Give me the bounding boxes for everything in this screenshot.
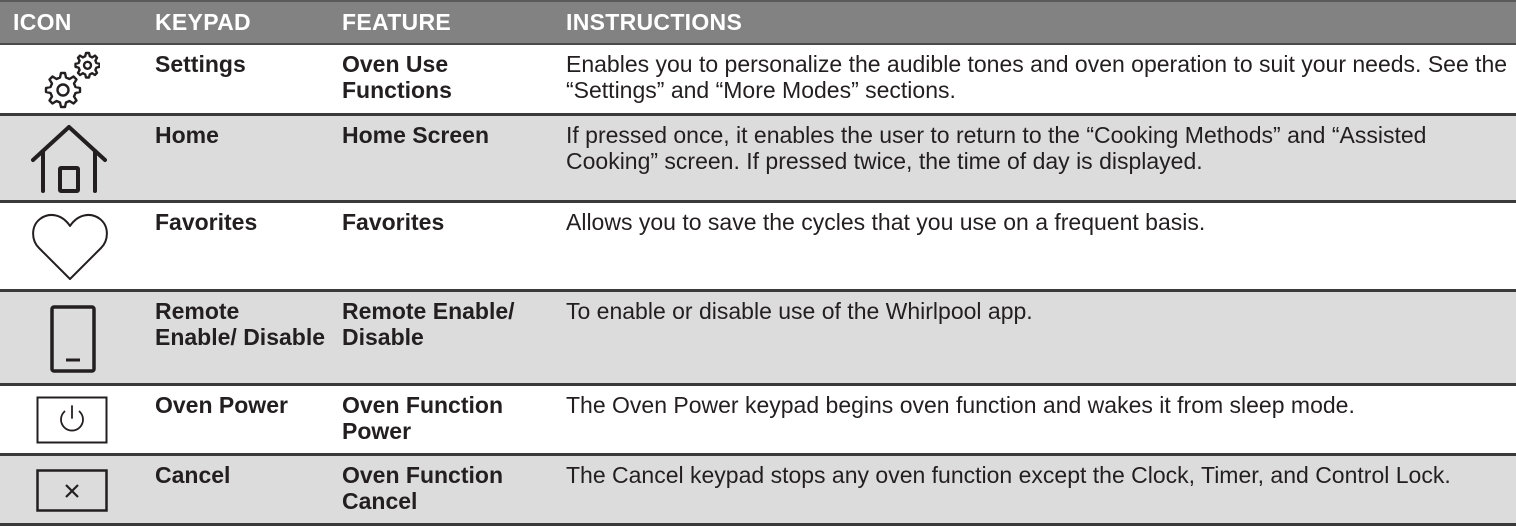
feature-label: Favorites [342,209,445,235]
table-row-home [0,116,1516,203]
feature-label: Oven Function Cancel [342,462,503,514]
table-row-remote [0,292,1516,386]
power-icon [36,396,108,444]
instructions-text: To enable or disable use of the Whirlpool app. [566,298,1033,324]
keypad-label: Favorites [155,209,258,235]
instructions-text: Enables you to personalize the audible tones and oven operation to suit your needs. See the “Settings” and “More Modes” sections. [566,51,1508,103]
table-header [0,0,1516,45]
header-feature: FEATURE [342,9,452,35]
cancel-x-icon [36,469,108,512]
feature-label: Remote Enable/ Disable [342,298,515,350]
table-row-oven-power [0,386,1516,456]
table-row-cancel [0,456,1516,526]
feature-label: Oven Use Functions [342,51,452,103]
instructions-text: Allows you to save the cycles that you use on a frequent basis. [566,209,1206,235]
phone-icon [49,304,97,374]
settings-gears-icon [44,49,100,111]
header-icon: ICON [13,9,72,35]
keypad-label: Cancel [155,462,231,488]
keypad-label: Home [155,122,219,148]
instructions-text: The Cancel keypad stops any oven function except the Clock, Timer, and Control Lock. [566,462,1451,488]
heart-icon [30,211,110,283]
keypad-label: Oven Power [155,392,288,418]
table-row-favorites [0,203,1516,292]
keypad-label: Settings [155,51,246,77]
table-row-settings [0,45,1516,116]
keypad-label: Remote Enable/ Disable [155,298,326,350]
feature-label: Home Screen [342,122,490,148]
header-keypad: KEYPAD [155,9,251,35]
feature-label: Oven Function Power [342,392,503,444]
header-instructions: INSTRUCTIONS [566,9,743,35]
home-icon [30,124,108,194]
instructions-text: If pressed once, it enables the user to return to the “Cooking Methods” and “Assisted Cooking” screen. If pressed twice, the time of day is displayed. [566,122,1427,174]
instructions-text: The Oven Power keypad begins oven function and wakes it from sleep mode. [566,392,1355,418]
